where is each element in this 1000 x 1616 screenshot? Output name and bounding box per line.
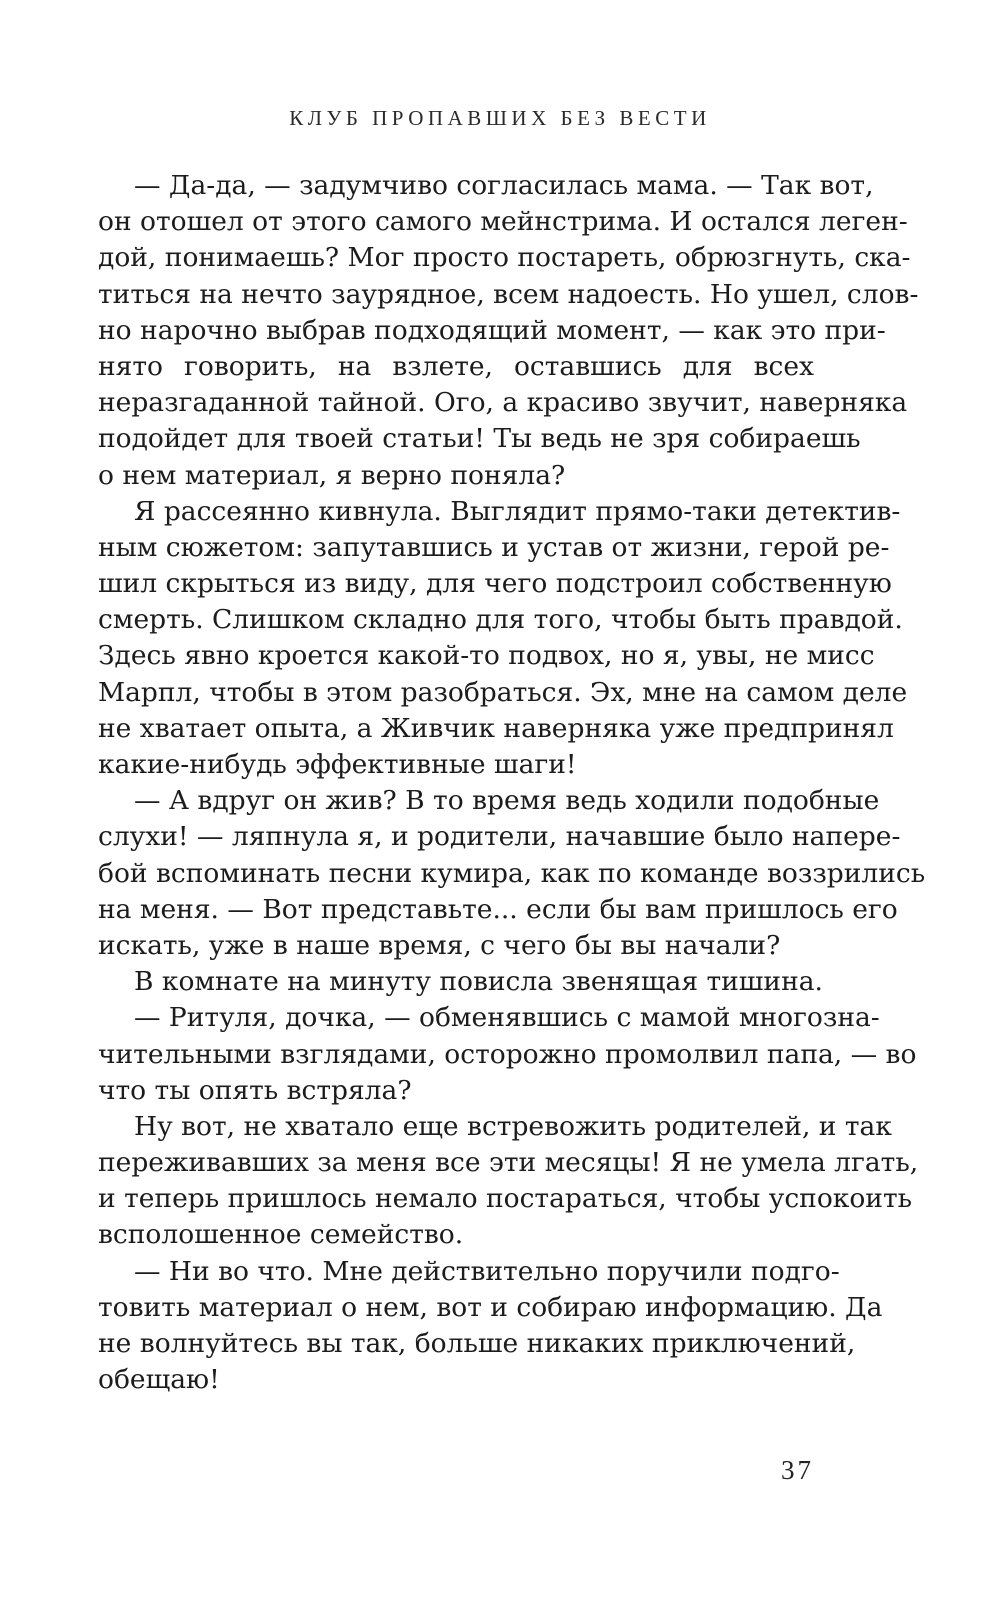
running-head: КЛУБ ПРОПАВШИХ БЕЗ ВЕСТИ <box>289 106 711 130</box>
text-line: товить материал о нем, вот и собираю информацию. Да <box>98 1291 883 1323</box>
text-line: шил скрыться из виду, для чего подстроил собственную <box>98 568 892 600</box>
text-line: на меня. — Вот представьте... если бы вам пришлось его <box>98 893 898 925</box>
body-text <box>98 168 926 1398</box>
text-line: — Ритуля, дочка, — обменявшись с мамой многозна- <box>134 1002 880 1034</box>
text-line: нято говорить, на взлете, оставшись для всех <box>98 350 814 382</box>
paragraph <box>98 964 823 1000</box>
text-line: бой вспоминать песни кумира, как по команде воззрились <box>98 857 926 889</box>
paragraph <box>98 1109 919 1254</box>
paragraph <box>98 1254 883 1399</box>
text-line: не хватает опыта, а Живчик наверняка уже предпринял <box>98 712 894 744</box>
page-number: 37 <box>781 1455 814 1485</box>
text-line: В комнате на минуту повисла звенящая тишина. <box>134 966 823 998</box>
paragraph <box>98 168 919 494</box>
text-line: и теперь пришлось немало постараться, чтобы успокоить <box>98 1183 913 1215</box>
text-line: — Да-да, — задумчиво согласилась мама. — Так вот, <box>134 170 874 201</box>
text-line: обещаю! <box>98 1364 220 1396</box>
paragraph <box>98 494 908 784</box>
text-line: слухи! — ляпнула я, и родители, начавшие было напере- <box>98 821 901 853</box>
text-line: ным сюжетом: запутавшись и устав от жизни, герой ре- <box>98 531 890 563</box>
text-line: но нарочно выбрав подходящий момент, — как это при- <box>98 314 886 346</box>
text-line: — Ни во что. Мне действительно поручили подго- <box>134 1255 840 1287</box>
text-line: подойдет для твоей статьи! Ты ведь не зря собираешь <box>98 423 861 455</box>
text-line: переживавших за меня все эти месяцы! Я не умела лгать, <box>98 1147 919 1179</box>
paragraph <box>98 783 926 964</box>
text-line: что ты опять встряла? <box>98 1074 412 1106</box>
text-line: какие-нибудь эффективные шаги! <box>98 749 577 780</box>
text-line: не волнуйтесь вы так, больше никаких приключений, <box>98 1328 856 1359</box>
text-line: титься на нечто заурядное, всем надоесть. Но ушел, слов- <box>98 278 919 310</box>
text-line: о нем материал, я верно поняла? <box>98 459 566 491</box>
text-line: чительными взглядами, осторожно промолвил папа, — во <box>98 1038 917 1070</box>
text-line: всполошенное семейство. <box>98 1219 464 1251</box>
text-line: смерть. Слишком складно для того, чтобы быть правдой. <box>98 604 903 636</box>
text-line: — А вдруг он жив? В то время ведь ходили подобные <box>134 785 880 817</box>
text-line: искать, уже в наше время, с чего бы вы начали? <box>98 929 781 961</box>
text-line: Марпл, чтобы в этом разобраться. Эх, мне на самом деле <box>98 676 908 708</box>
text-line: Ну вот, не хватало еще встревожить родителей, и так <box>134 1110 892 1142</box>
text-line: Я рассеянно кивнула. Выглядит прямо-таки детектив- <box>134 495 901 527</box>
text-line: неразгаданной тайной. Ого, а красиво звучит, наверняка <box>98 387 908 419</box>
text-line: Здесь явно кроется какой-то подвох, но я, увы, не мисс <box>98 640 875 672</box>
text-line: он отошел от этого самого мейнстрима. И остался леген- <box>98 206 908 238</box>
text-line: дой, понимаешь? Мог просто постареть, обрюзгнуть, ска- <box>98 242 911 274</box>
paragraph <box>98 1000 917 1109</box>
